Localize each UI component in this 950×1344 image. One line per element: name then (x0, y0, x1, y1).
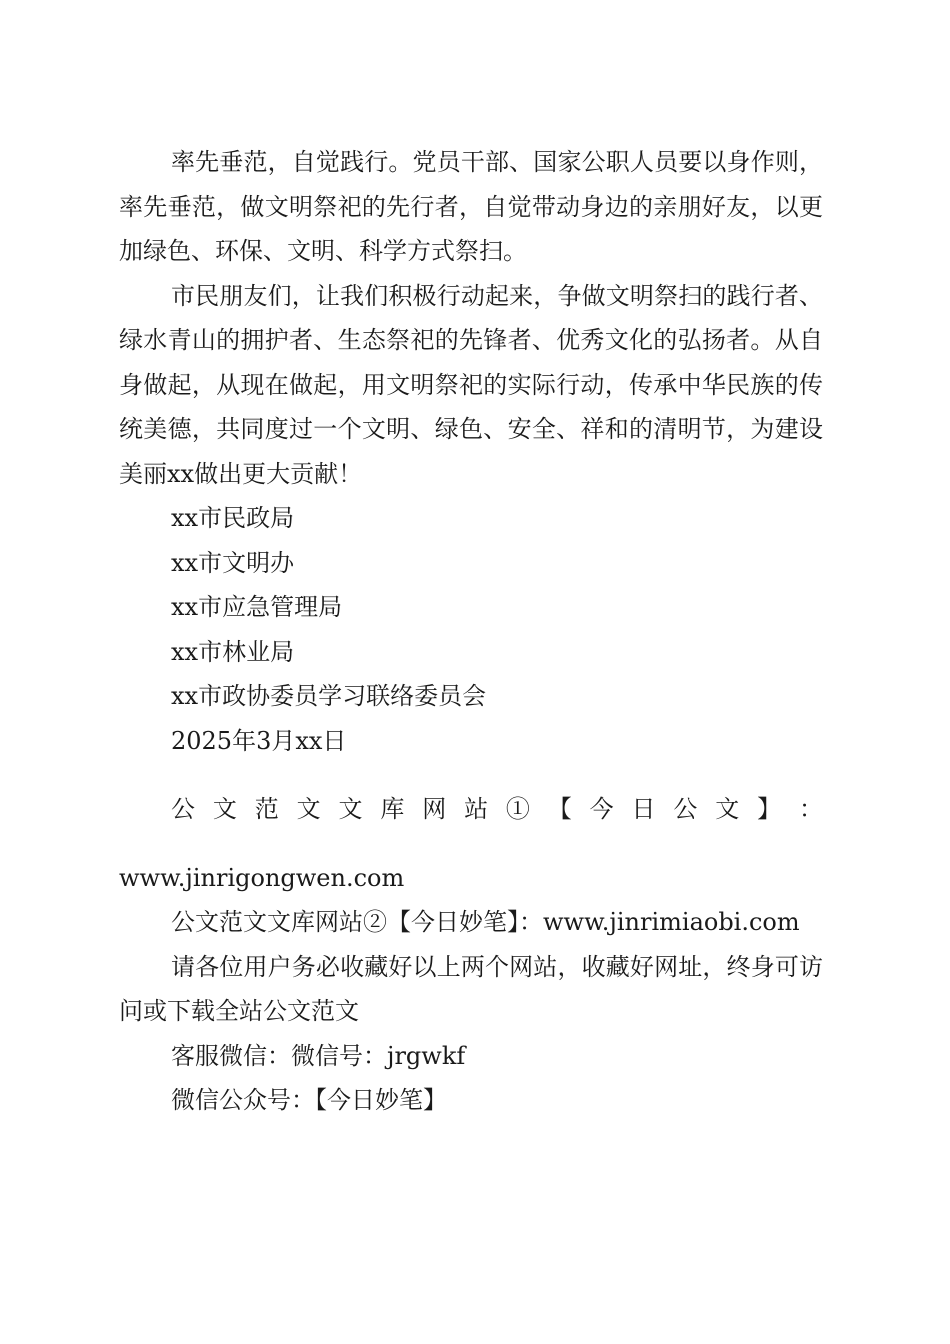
footer-wechat: 客服微信：微信号：jrgwkf (171, 1041, 466, 1070)
signatory-emergency-management: xx市应急管理局 (171, 593, 343, 621)
footer-site2[interactable]: 公文范文文库网站②【今日妙笔】：www.jinrimiaobi.com (171, 908, 800, 936)
signatory-civil-affairs: xx市民政局 (171, 504, 295, 532)
paragraph-lead-by-example: 率先垂范，自觉践行。党员干部、国家公职人员要以身作则，率先垂范，做文明祭祀的先行者，自觉带动身边的亲朋好友，以更加绿色、环保、文明、科学方式祭扫。 (119, 148, 823, 265)
document-body (119, 140, 823, 1123)
paragraph-call-to-action: 市民朋友们，让我们积极行动起来，争做文明祭扫的践行者、绿水青山的拥护者、生态祭祀的先锋者、优秀文化的弘扬者。从自身做起，从现在做起，用文明祭祀的实际行动，传承中华民族的传统美德，共同度过一个文明、绿色、安全、祥和的清明节，为建设美丽xx做出更大贡献！ (119, 281, 823, 488)
signatory-forestry: xx市林业局 (171, 637, 295, 666)
footer-official-account: 微信公众号：【今日妙笔】 (171, 1086, 447, 1114)
footer-site1-label: 公 文 范 文 文 库 网 站 ① 【 今 日 公 文 】 ： (171, 795, 823, 823)
footer-notice: 请各位用户务必收藏好以上两个网站，收藏好网址，终身可访问或下载全站公文范文 (119, 952, 823, 1025)
signatory-civilization-office: xx市文明办 (171, 548, 295, 577)
signatory-cppcc-committee: xx市政协委员学习联络委员会 (171, 682, 487, 710)
footer-site1-url[interactable]: www.jinrigongwen.com (119, 863, 405, 892)
document-date: 2025年3月xx日 (171, 726, 347, 755)
